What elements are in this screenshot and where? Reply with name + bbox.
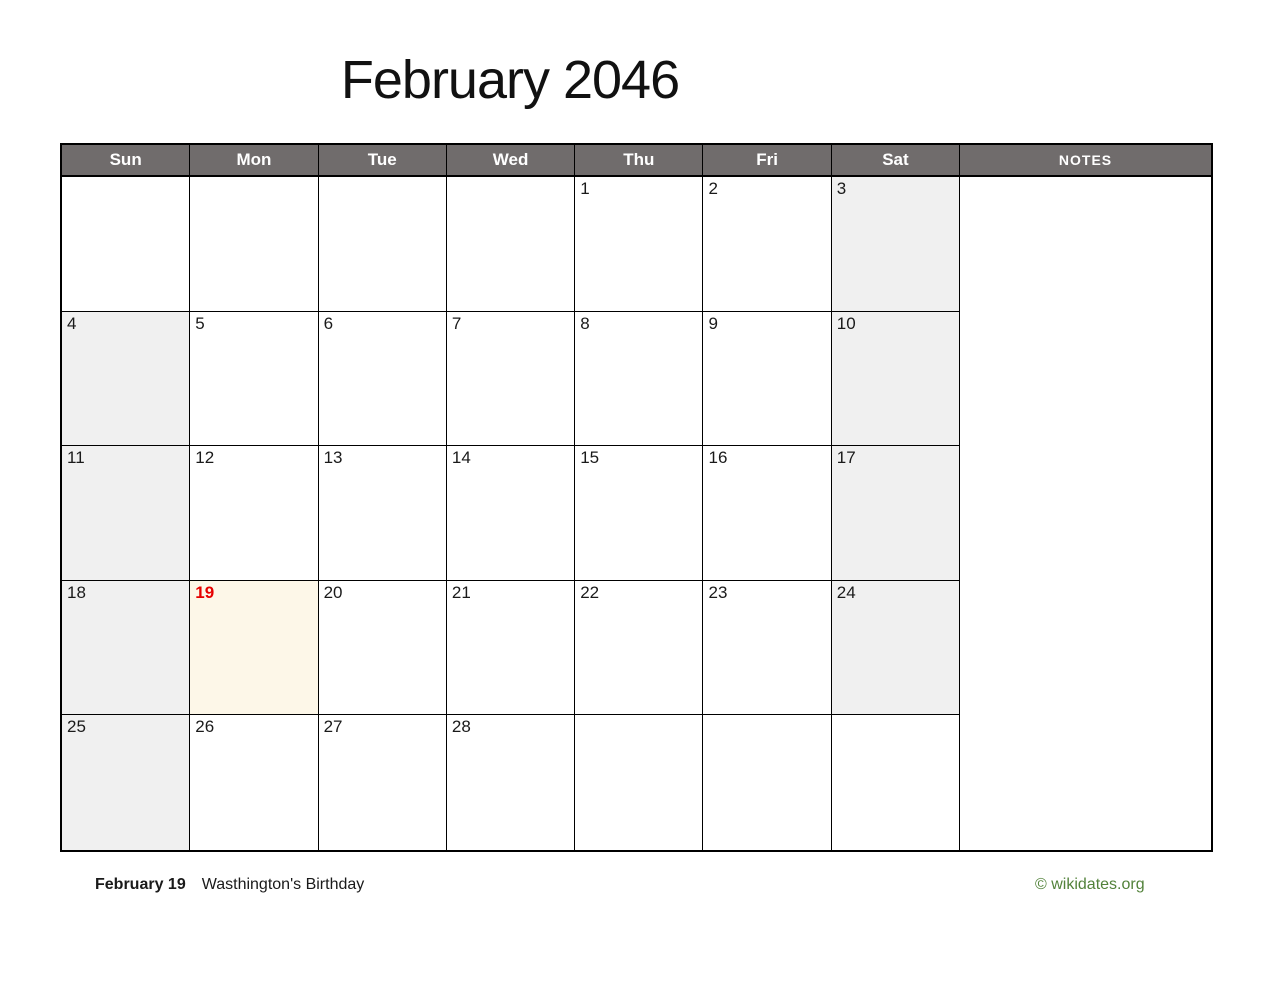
day-cell bbox=[575, 715, 703, 850]
day-number: 16 bbox=[708, 448, 728, 468]
day-number: 27 bbox=[323, 717, 343, 737]
day-number: 10 bbox=[836, 313, 856, 333]
day-cell bbox=[575, 312, 703, 447]
day-number: 6 bbox=[323, 313, 334, 333]
day-cell bbox=[575, 446, 703, 581]
day-cell bbox=[575, 177, 703, 312]
weekday-header-sat: Sat bbox=[832, 145, 960, 177]
day-cell bbox=[447, 177, 575, 312]
day-cell bbox=[832, 446, 960, 581]
day-cell bbox=[190, 446, 318, 581]
day-number: 25 bbox=[67, 717, 86, 737]
day-number bbox=[319, 177, 446, 180]
day-number bbox=[832, 715, 959, 718]
day-cell bbox=[190, 312, 318, 447]
day-number: 15 bbox=[580, 448, 600, 468]
day-number bbox=[62, 177, 189, 180]
day-number: 24 bbox=[836, 582, 856, 602]
day-cell bbox=[703, 177, 831, 312]
day-number: 9 bbox=[708, 313, 718, 333]
day-cell bbox=[319, 312, 447, 447]
day-cell bbox=[703, 446, 831, 581]
day-number: 1 bbox=[580, 179, 590, 198]
day-number: 4 bbox=[67, 313, 77, 333]
weekday-header-sun: Sun bbox=[62, 145, 190, 177]
day-cell bbox=[832, 177, 960, 312]
day-cell-holiday bbox=[190, 581, 318, 716]
day-cell bbox=[703, 581, 831, 716]
day-cell bbox=[319, 177, 447, 312]
day-cell bbox=[447, 446, 575, 581]
day-number: 5 bbox=[195, 313, 205, 333]
day-number bbox=[447, 177, 574, 180]
day-number: 12 bbox=[195, 448, 215, 468]
day-number: 11 bbox=[67, 448, 85, 468]
holiday-date: February 19 bbox=[95, 876, 186, 893]
weekday-header-fri: Fri bbox=[703, 145, 831, 177]
day-cell bbox=[319, 446, 447, 581]
day-cell bbox=[832, 312, 960, 447]
day-number: 8 bbox=[580, 313, 590, 333]
weekday-header-tue: Tue bbox=[319, 145, 447, 177]
day-number: 2 bbox=[708, 179, 718, 198]
day-number bbox=[575, 715, 702, 718]
holiday-name: Wasthington's Birthday bbox=[201, 876, 365, 893]
notes-area bbox=[960, 177, 1211, 850]
day-number: 14 bbox=[451, 448, 471, 468]
day-cell bbox=[703, 312, 831, 447]
weekday-header-wed: Wed bbox=[447, 145, 575, 177]
day-number: 26 bbox=[195, 717, 215, 737]
day-cell bbox=[703, 715, 831, 850]
holiday-legend bbox=[95, 876, 364, 894]
calendar-grid bbox=[60, 143, 1213, 852]
day-cell bbox=[832, 715, 960, 850]
day-number: 23 bbox=[708, 582, 728, 602]
day-cell bbox=[62, 177, 190, 312]
day-cell bbox=[447, 715, 575, 850]
day-cell bbox=[447, 581, 575, 716]
day-number: 20 bbox=[323, 582, 343, 602]
day-number bbox=[703, 715, 830, 718]
day-cell bbox=[62, 312, 190, 447]
notes-header: NOTES bbox=[960, 145, 1211, 177]
day-cell bbox=[62, 715, 190, 850]
weekday-header-mon: Mon bbox=[190, 145, 318, 177]
day-cell bbox=[319, 715, 447, 850]
day-cell bbox=[62, 581, 190, 716]
day-cell bbox=[575, 581, 703, 716]
page-title: February 2046 bbox=[340, 50, 680, 110]
day-cell bbox=[832, 581, 960, 716]
copyright-link[interactable]: © wikidates.org bbox=[1035, 876, 1145, 893]
day-cell bbox=[447, 312, 575, 447]
day-number: 22 bbox=[580, 582, 600, 602]
day-number bbox=[190, 177, 317, 180]
day-cell bbox=[319, 581, 447, 716]
day-cell bbox=[62, 446, 190, 581]
day-number: 13 bbox=[323, 448, 343, 468]
day-number: 19 bbox=[195, 582, 215, 602]
day-number: 17 bbox=[836, 448, 856, 468]
day-number: 3 bbox=[836, 179, 847, 198]
day-number: 18 bbox=[67, 582, 86, 602]
day-number: 28 bbox=[451, 717, 471, 737]
weekday-header-thu: Thu bbox=[575, 145, 703, 177]
day-cell bbox=[190, 177, 318, 312]
day-cell bbox=[190, 715, 318, 850]
day-number: 21 bbox=[451, 582, 471, 602]
day-number: 7 bbox=[451, 313, 462, 333]
